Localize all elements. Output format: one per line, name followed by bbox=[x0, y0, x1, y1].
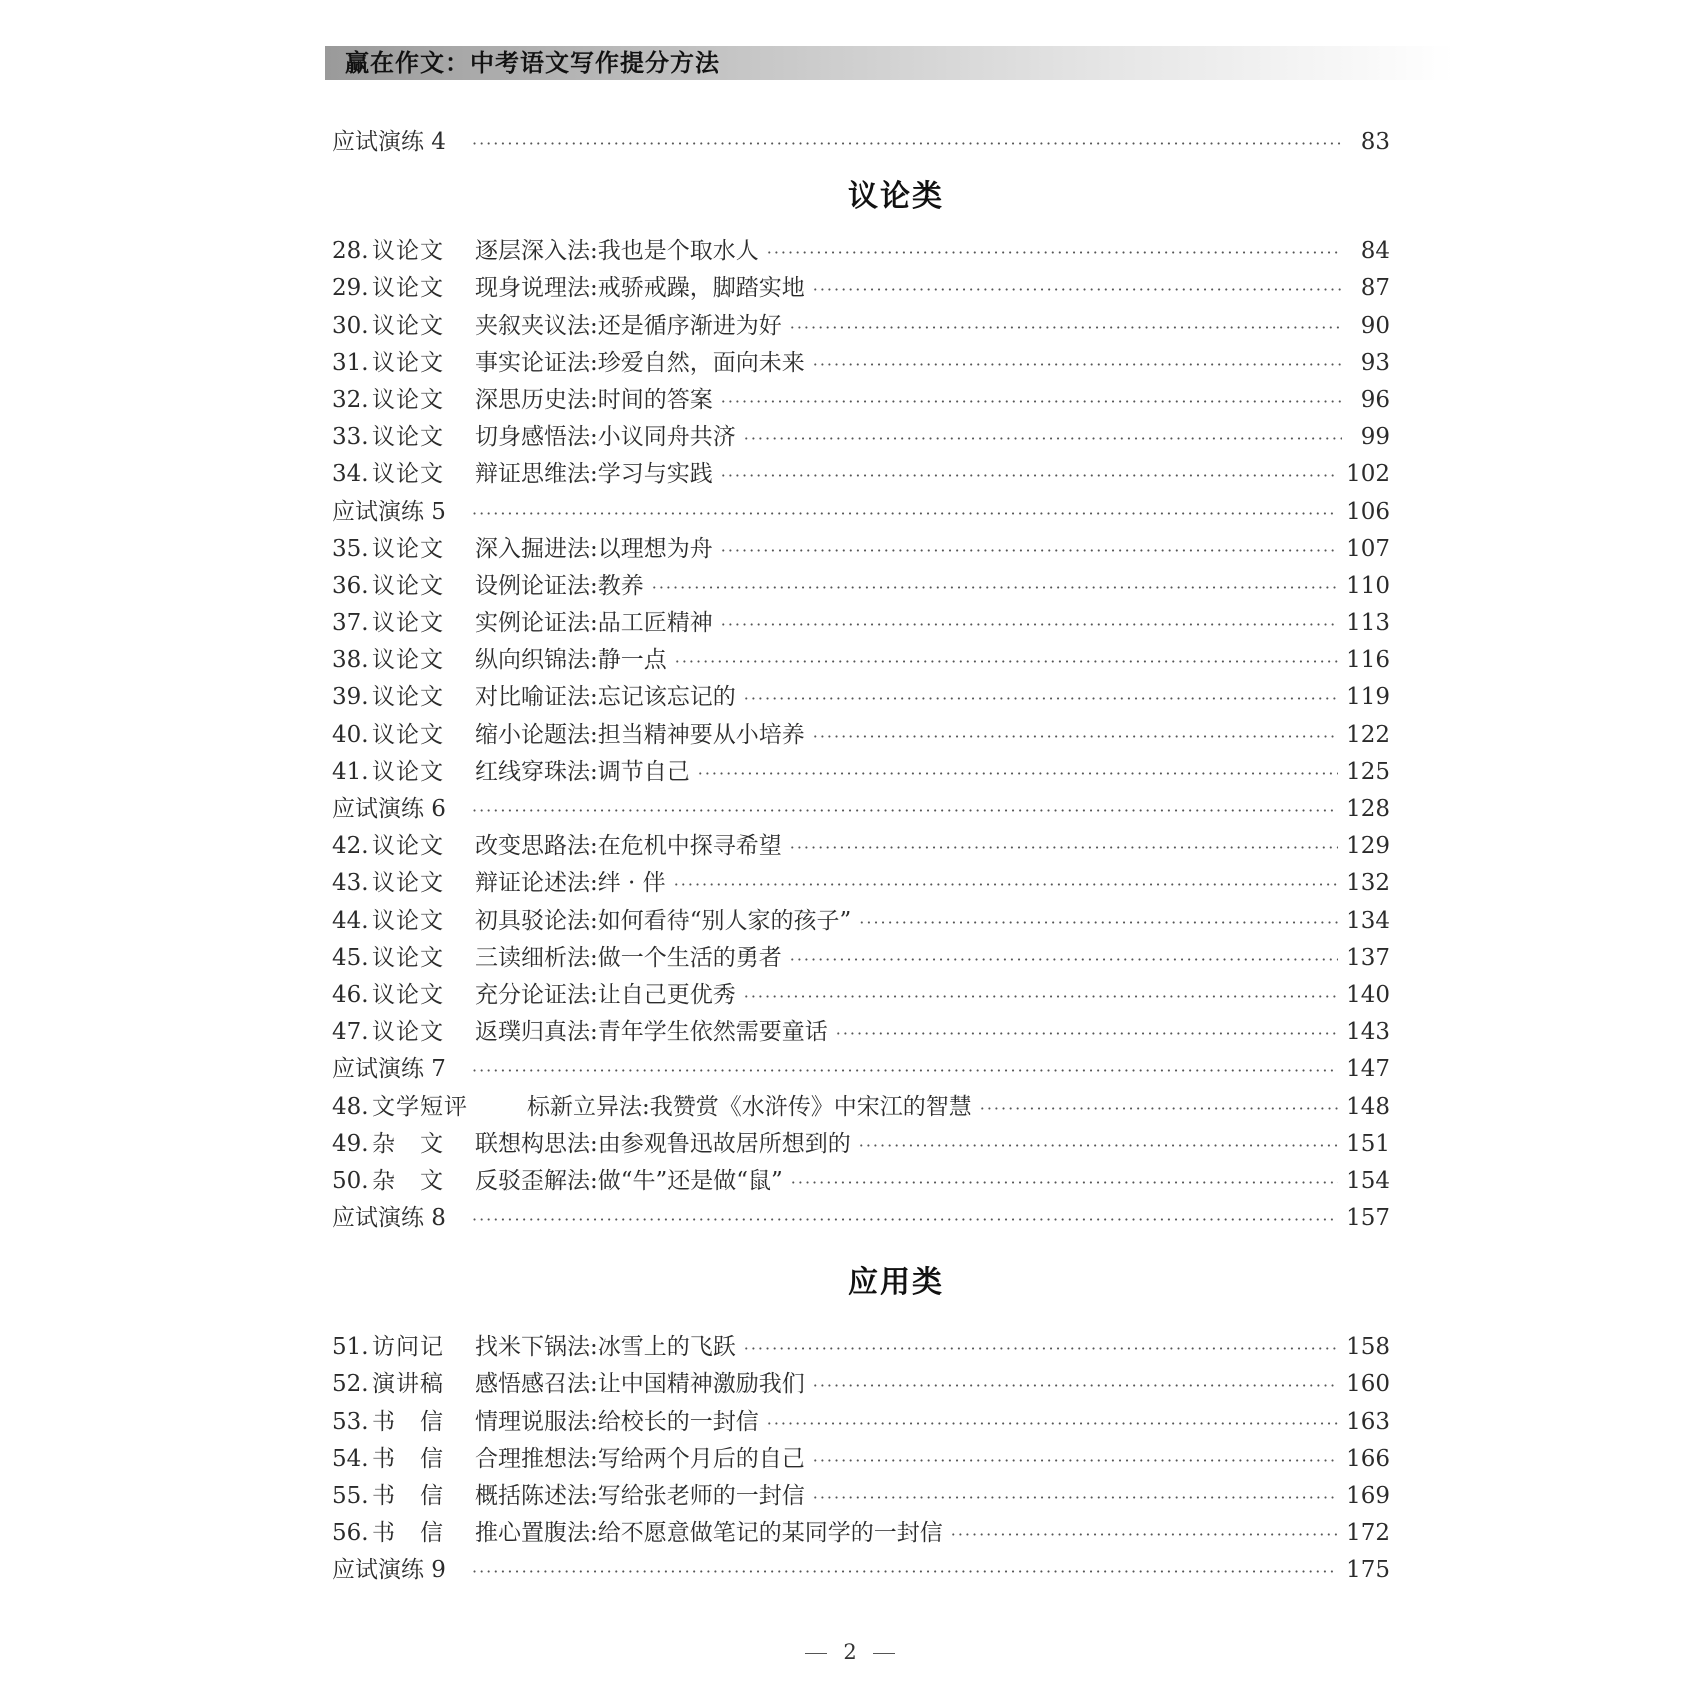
entry-genre: 议论文 bbox=[372, 461, 444, 488]
entry-colon: : bbox=[590, 907, 598, 934]
entry-title: 我也是个取水人 bbox=[597, 238, 759, 265]
entry-number: 32. bbox=[332, 386, 369, 413]
entry-colon: : bbox=[590, 1371, 598, 1398]
entry-title: 教养 bbox=[597, 572, 644, 599]
dot-leader bbox=[744, 978, 1338, 1015]
dot-leader bbox=[951, 1516, 1338, 1553]
entry-colon: : bbox=[590, 461, 598, 488]
page-number: 175 bbox=[1346, 1557, 1390, 1584]
entry-method: 推心置腹法 bbox=[475, 1520, 590, 1547]
dot-leader bbox=[472, 125, 1342, 162]
toc-entry[interactable] bbox=[332, 345, 1390, 382]
entry-colon: : bbox=[590, 981, 598, 1008]
toc-entry[interactable] bbox=[332, 1126, 1390, 1163]
dot-leader bbox=[813, 346, 1342, 383]
entry-method: 设例论证法 bbox=[475, 572, 590, 599]
toc-drill-entry[interactable] bbox=[332, 1200, 1390, 1237]
entry-colon: : bbox=[590, 1520, 598, 1547]
entry-title: 品工匠精神 bbox=[597, 610, 713, 637]
drill-label: 应试演练 9 bbox=[332, 1557, 446, 1584]
dot-leader bbox=[472, 1553, 1338, 1590]
dot-leader bbox=[744, 420, 1342, 457]
toc-entry[interactable] bbox=[332, 382, 1390, 419]
entry-genre: 书 信 bbox=[372, 1483, 444, 1509]
dot-leader bbox=[790, 829, 1338, 866]
page-number: 163 bbox=[1346, 1408, 1390, 1435]
toc-entry[interactable] bbox=[332, 1515, 1390, 1552]
entry-colon: : bbox=[590, 1445, 598, 1472]
dot-leader bbox=[767, 1405, 1338, 1442]
toc-entry[interactable] bbox=[332, 754, 1390, 791]
toc-entry[interactable] bbox=[332, 1089, 1390, 1126]
entry-genre: 议论文 bbox=[372, 684, 444, 711]
entry-genre: 议论文 bbox=[372, 647, 444, 674]
toc-drill-entry[interactable] bbox=[332, 1552, 1390, 1589]
entry-title: 让中国精神激励我们 bbox=[597, 1371, 805, 1398]
toc-entry[interactable] bbox=[332, 1478, 1390, 1515]
entry-genre: 议论文 bbox=[372, 870, 444, 897]
dot-leader bbox=[859, 904, 1338, 941]
toc-entry[interactable] bbox=[332, 233, 1390, 270]
toc-entry[interactable] bbox=[332, 865, 1390, 902]
entry-number: 43. bbox=[332, 870, 369, 897]
entry-number: 31. bbox=[332, 349, 369, 376]
toc-entry[interactable] bbox=[332, 605, 1390, 642]
toc-entry[interactable] bbox=[332, 1014, 1390, 1051]
dot-leader bbox=[859, 1127, 1338, 1164]
entry-colon: : bbox=[590, 1130, 598, 1157]
dot-leader bbox=[790, 941, 1338, 978]
entry-number: 47. bbox=[332, 1019, 369, 1046]
entry-method: 对比喻证法 bbox=[475, 684, 590, 711]
entry-number: 28. bbox=[332, 238, 369, 265]
entry-number: 53. bbox=[332, 1408, 369, 1435]
entry-colon: : bbox=[590, 386, 598, 413]
entry-colon: : bbox=[590, 572, 598, 599]
entry-number: 46. bbox=[332, 981, 369, 1008]
entry-colon: : bbox=[590, 610, 598, 637]
entry-genre: 书 信 bbox=[372, 1408, 444, 1435]
page-number: 87 bbox=[1360, 275, 1390, 302]
entry-colon: : bbox=[590, 312, 598, 339]
page-number: 154 bbox=[1346, 1167, 1390, 1194]
entry-method: 联想构思法 bbox=[475, 1130, 590, 1157]
entry-title: 学习与实践 bbox=[597, 461, 713, 488]
entry-title: 小议同舟共济 bbox=[597, 424, 736, 451]
entry-number: 41. bbox=[332, 758, 369, 785]
entry-genre: 访问记 bbox=[372, 1334, 444, 1361]
toc-entry[interactable] bbox=[332, 1404, 1390, 1441]
entry-title: 在危机中探寻希望 bbox=[597, 833, 782, 860]
entry-colon: : bbox=[590, 944, 598, 971]
entry-method: 充分论证法 bbox=[475, 981, 590, 1008]
entry-method: 红线穿珠法 bbox=[475, 758, 590, 785]
entry-number: 42. bbox=[332, 833, 369, 860]
page-number: 83 bbox=[1360, 129, 1390, 155]
entry-number: 48. bbox=[332, 1093, 369, 1120]
entry-number: 39. bbox=[332, 684, 369, 711]
entry-genre: 议论文 bbox=[372, 944, 444, 971]
entry-title: 做“牛”还是做“鼠” bbox=[597, 1167, 783, 1194]
entry-colon: : bbox=[590, 1408, 598, 1435]
entry-method: 反驳歪解法 bbox=[475, 1167, 590, 1194]
entry-colon: : bbox=[590, 424, 598, 451]
entry-number: 49. bbox=[332, 1130, 369, 1157]
section-heading: 议论类 bbox=[848, 179, 944, 215]
entry-genre: 议论文 bbox=[372, 386, 444, 413]
entry-title: 担当精神要从小培养 bbox=[597, 721, 805, 748]
toc-entry[interactable] bbox=[332, 308, 1390, 345]
entry-method: 概括陈述法 bbox=[475, 1483, 590, 1509]
dot-leader bbox=[791, 1164, 1338, 1201]
section-heading: 应用类 bbox=[848, 1265, 944, 1301]
entry-number: 36. bbox=[332, 572, 369, 599]
entry-title: 我赞赏《水浒传》中宋江的智慧 bbox=[649, 1093, 972, 1120]
page-number: 157 bbox=[1346, 1205, 1390, 1232]
entry-title: 冰雪上的飞跃 bbox=[597, 1334, 736, 1361]
entry-number: 55. bbox=[332, 1483, 369, 1509]
entry-colon: : bbox=[590, 535, 598, 562]
drill-label: 应试演练 5 bbox=[332, 498, 446, 525]
entry-number: 50. bbox=[332, 1167, 369, 1194]
entry-colon: : bbox=[590, 238, 598, 265]
toc-drill-entry[interactable] bbox=[332, 494, 1390, 531]
page-number: 90 bbox=[1360, 312, 1390, 339]
dot-leader bbox=[813, 271, 1342, 308]
toc-entry[interactable] bbox=[332, 568, 1390, 605]
entry-method: 夹叙夹议法 bbox=[475, 312, 590, 339]
toc-entry[interactable] bbox=[332, 679, 1390, 716]
dot-leader bbox=[721, 457, 1338, 494]
footer-dash bbox=[873, 1653, 895, 1654]
toc-entry[interactable] bbox=[332, 1366, 1390, 1403]
entry-title: 让自己更优秀 bbox=[597, 981, 736, 1008]
dot-leader bbox=[813, 1367, 1338, 1404]
page-number: 119 bbox=[1346, 684, 1390, 711]
entry-title: 还是循序渐进为好 bbox=[597, 312, 782, 339]
entry-genre: 议论文 bbox=[372, 1019, 444, 1046]
dot-leader bbox=[472, 1052, 1338, 1089]
entry-number: 37. bbox=[332, 610, 369, 637]
dot-leader bbox=[698, 755, 1338, 792]
dot-leader bbox=[744, 680, 1338, 717]
entry-number: 44. bbox=[332, 907, 369, 934]
dot-leader bbox=[721, 606, 1338, 643]
entry-method: 辩证思维法 bbox=[475, 461, 590, 488]
dot-leader bbox=[472, 792, 1338, 829]
entry-genre: 议论文 bbox=[372, 833, 444, 860]
page-number: 158 bbox=[1346, 1334, 1390, 1361]
entry-number: 33. bbox=[332, 424, 369, 451]
entry-title: 青年学生依然需要童话 bbox=[597, 1019, 828, 1046]
table-of-contents bbox=[332, 124, 1390, 1590]
entry-genre: 议论文 bbox=[372, 424, 444, 451]
drill-label: 应试演练 6 bbox=[332, 796, 446, 822]
entry-method: 实例论证法 bbox=[475, 610, 590, 637]
entry-number: 51. bbox=[332, 1334, 369, 1361]
page-number: 134 bbox=[1346, 907, 1390, 934]
page-number: 106 bbox=[1346, 498, 1390, 525]
entry-genre: 议论文 bbox=[372, 907, 444, 934]
entry-colon: : bbox=[642, 1093, 650, 1120]
drill-label: 应试演练 8 bbox=[332, 1205, 446, 1232]
toc-entry[interactable] bbox=[332, 828, 1390, 865]
book-title: 赢在作文：中考语文写作提分方法 bbox=[345, 48, 720, 77]
entry-number: 40. bbox=[332, 721, 369, 748]
page-number: 143 bbox=[1346, 1019, 1390, 1046]
page-number: 166 bbox=[1346, 1445, 1390, 1472]
page-number: 113 bbox=[1346, 610, 1390, 637]
toc-entry[interactable] bbox=[332, 531, 1390, 568]
entry-colon: : bbox=[590, 721, 598, 748]
entry-genre: 文学短评 bbox=[372, 1093, 468, 1120]
entry-genre: 议论文 bbox=[372, 238, 444, 265]
entry-colon: : bbox=[590, 1167, 598, 1194]
entry-title: 给校长的一封信 bbox=[597, 1408, 759, 1435]
dot-leader bbox=[721, 383, 1342, 420]
entry-method: 纵向织锦法 bbox=[475, 647, 590, 674]
entry-title: 由参观鲁迅故居所想到的 bbox=[597, 1130, 851, 1157]
entry-title: 做一个生活的勇者 bbox=[597, 944, 782, 971]
footer-page-number: 2 bbox=[843, 1640, 857, 1664]
toc-entry[interactable] bbox=[332, 940, 1390, 977]
toc-entry[interactable] bbox=[332, 270, 1390, 307]
toc-entry[interactable] bbox=[332, 456, 1390, 493]
entry-colon: : bbox=[590, 275, 598, 302]
entry-method: 情理说服法 bbox=[475, 1408, 590, 1435]
page-number: 125 bbox=[1346, 758, 1390, 785]
entry-number: 34. bbox=[332, 461, 369, 488]
dot-leader bbox=[675, 643, 1338, 680]
page-number: 128 bbox=[1346, 796, 1390, 822]
page-number: 93 bbox=[1360, 349, 1390, 376]
page-number: 147 bbox=[1346, 1056, 1390, 1083]
entry-title: 珍爱自然，面向未来 bbox=[597, 349, 805, 376]
entry-title: 以理想为舟 bbox=[597, 535, 713, 562]
entry-title: 调节自己 bbox=[597, 758, 690, 785]
toc-entry[interactable] bbox=[332, 977, 1390, 1014]
entry-title: 绊 · 伴 bbox=[597, 870, 666, 897]
dot-leader bbox=[980, 1090, 1338, 1127]
dot-leader bbox=[813, 718, 1338, 755]
page-number: 160 bbox=[1346, 1371, 1390, 1398]
entry-number: 30. bbox=[332, 312, 369, 339]
entry-colon: : bbox=[590, 758, 598, 785]
toc-entry[interactable] bbox=[332, 1163, 1390, 1200]
entry-genre: 议论文 bbox=[372, 721, 444, 748]
entry-genre: 议论文 bbox=[372, 535, 444, 562]
toc-entry[interactable] bbox=[332, 717, 1390, 754]
entry-method: 事实论证法 bbox=[475, 349, 590, 376]
page-number: 110 bbox=[1346, 572, 1390, 599]
entry-method: 感悟感召法 bbox=[475, 1371, 590, 1398]
entry-colon: : bbox=[590, 1483, 598, 1509]
entry-method: 辩证论述法 bbox=[475, 870, 590, 897]
dot-leader bbox=[472, 495, 1338, 532]
entry-method: 深思历史法 bbox=[475, 386, 590, 413]
entry-genre: 书 信 bbox=[372, 1445, 444, 1472]
page-number: 140 bbox=[1346, 981, 1390, 1008]
entry-method: 现身说理法 bbox=[475, 275, 590, 302]
entry-number: 52. bbox=[332, 1371, 369, 1398]
dot-leader bbox=[813, 1442, 1338, 1479]
dot-leader bbox=[744, 1330, 1338, 1367]
toc-entry[interactable] bbox=[332, 1329, 1390, 1366]
entry-title: 忘记该忘记的 bbox=[597, 684, 736, 711]
dot-leader bbox=[790, 309, 1342, 346]
toc-drill-entry[interactable] bbox=[332, 1051, 1390, 1088]
entry-genre: 杂 文 bbox=[372, 1130, 444, 1157]
page-number: 116 bbox=[1346, 647, 1390, 674]
entry-genre: 议论文 bbox=[372, 275, 444, 302]
page-number: 96 bbox=[1360, 386, 1390, 413]
entry-colon: : bbox=[590, 1019, 598, 1046]
entry-method: 初具驳论法 bbox=[475, 907, 590, 934]
entry-colon: : bbox=[590, 349, 598, 376]
entry-number: 45. bbox=[332, 944, 369, 971]
dot-leader bbox=[813, 1479, 1338, 1516]
entry-number: 29. bbox=[332, 275, 369, 302]
entry-colon: : bbox=[590, 1334, 598, 1361]
entry-genre: 演讲稿 bbox=[372, 1371, 444, 1398]
dot-leader bbox=[652, 569, 1338, 606]
page-number: 148 bbox=[1346, 1093, 1390, 1120]
page-number: 132 bbox=[1346, 870, 1390, 897]
entry-title: 写给张老师的一封信 bbox=[597, 1483, 805, 1509]
page-number: 169 bbox=[1346, 1483, 1390, 1509]
toc-entry[interactable] bbox=[332, 642, 1390, 679]
entry-method: 返璞归真法 bbox=[475, 1019, 590, 1046]
entry-method: 改变思路法 bbox=[475, 833, 590, 860]
entry-colon: : bbox=[590, 647, 598, 674]
toc-drill-entry[interactable] bbox=[332, 791, 1390, 828]
toc-entry[interactable] bbox=[332, 903, 1390, 940]
page-number: 129 bbox=[1346, 833, 1390, 860]
entry-method: 找米下锅法 bbox=[475, 1334, 590, 1361]
page-number: 102 bbox=[1346, 461, 1390, 488]
page-number: 122 bbox=[1346, 721, 1390, 748]
toc-drill-entry[interactable] bbox=[332, 124, 1390, 161]
entry-genre: 议论文 bbox=[372, 758, 444, 785]
entry-method: 切身感悟法 bbox=[475, 424, 590, 451]
entry-genre: 议论文 bbox=[372, 349, 444, 376]
drill-label: 应试演练 7 bbox=[332, 1056, 446, 1083]
page-number: 107 bbox=[1346, 535, 1390, 562]
entry-number: 35. bbox=[332, 535, 369, 562]
entry-colon: : bbox=[590, 870, 598, 897]
entry-colon: : bbox=[590, 833, 598, 860]
entry-genre: 议论文 bbox=[372, 981, 444, 1008]
entry-title: 戒骄戒躁，脚踏实地 bbox=[597, 275, 805, 302]
entry-method: 逐层深入法 bbox=[475, 238, 590, 265]
entry-method: 缩小论题法 bbox=[475, 721, 590, 748]
page-footer bbox=[0, 1640, 1700, 1664]
drill-label: 应试演练 4 bbox=[332, 129, 446, 155]
page-number: 84 bbox=[1360, 238, 1390, 265]
page-number: 151 bbox=[1346, 1130, 1390, 1157]
entry-number: 38. bbox=[332, 647, 369, 674]
page-number: 137 bbox=[1346, 944, 1390, 971]
entry-number: 54. bbox=[332, 1445, 369, 1472]
toc-entry[interactable] bbox=[332, 419, 1390, 456]
dot-leader bbox=[767, 234, 1342, 271]
dot-leader bbox=[836, 1015, 1338, 1052]
entry-genre: 书 信 bbox=[372, 1520, 444, 1547]
dot-leader bbox=[721, 532, 1338, 569]
entry-genre: 议论文 bbox=[372, 610, 444, 637]
entry-title: 给不愿意做笔记的某同学的一封信 bbox=[597, 1520, 943, 1547]
entry-title: 静一点 bbox=[597, 647, 667, 674]
entry-method: 三读细析法 bbox=[475, 944, 590, 971]
entry-title: 如何看待“别人家的孩子” bbox=[597, 907, 852, 934]
entry-title: 时间的答案 bbox=[597, 386, 713, 413]
page-number: 99 bbox=[1360, 424, 1390, 451]
entry-method: 标新立异法 bbox=[527, 1093, 642, 1120]
dot-leader bbox=[472, 1201, 1338, 1238]
entry-number: 56. bbox=[332, 1520, 369, 1547]
toc-entry[interactable] bbox=[332, 1441, 1390, 1478]
footer-dash bbox=[805, 1653, 827, 1654]
entry-method: 深入掘进法 bbox=[475, 535, 590, 562]
dot-leader bbox=[674, 866, 1338, 903]
entry-genre: 议论文 bbox=[372, 312, 444, 339]
entry-genre: 杂 文 bbox=[372, 1167, 444, 1194]
entry-genre: 议论文 bbox=[372, 572, 444, 599]
entry-method: 合理推想法 bbox=[475, 1445, 590, 1472]
page-number: 172 bbox=[1346, 1520, 1390, 1547]
entry-title: 写给两个月后的自己 bbox=[597, 1445, 805, 1472]
entry-colon: : bbox=[590, 684, 598, 711]
